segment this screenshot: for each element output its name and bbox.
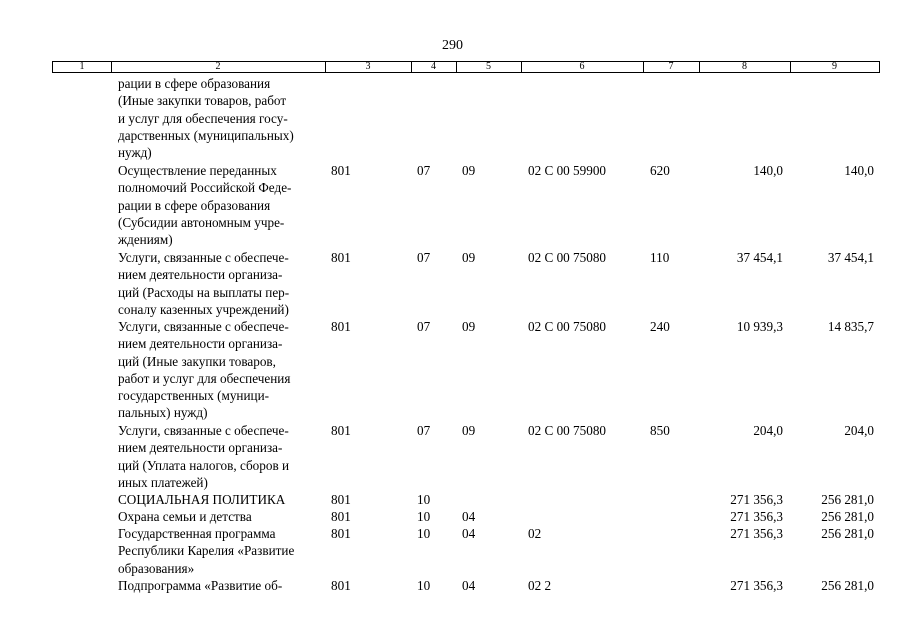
row-amount-9: 37 454,1 — [827, 250, 874, 265]
table-row — [0, 249, 905, 318]
row-code-3: 801 — [331, 423, 351, 438]
row-amount-9: 256 281,0 — [821, 492, 874, 507]
row-code-5: 04 — [462, 509, 476, 524]
row-description: Подпрограмма «Развитие об- — [118, 578, 283, 593]
row-code-6: 02 С 00 75080 — [528, 423, 607, 438]
row-code-6: 02 — [528, 526, 542, 541]
table-row — [0, 422, 905, 491]
row-code-3: 801 — [331, 509, 351, 524]
table-row — [0, 75, 905, 162]
row-amount-9: 256 281,0 — [821, 509, 874, 524]
row-amount-8: 271 356,3 — [730, 509, 783, 524]
table-row — [0, 525, 905, 577]
row-amount-8: 10 939,3 — [736, 319, 783, 334]
table-row — [0, 162, 905, 249]
row-amount-8: 37 454,1 — [736, 250, 783, 265]
row-code-3: 801 — [331, 578, 351, 593]
row-code-4: 07 — [417, 250, 431, 265]
row-code-7: 850 — [650, 423, 670, 438]
table-row — [0, 508, 905, 525]
row-amount-9: 204,0 — [844, 423, 874, 438]
row-amount-8: 204,0 — [753, 423, 783, 438]
header-col-2: 2 — [215, 61, 221, 72]
header-col-7: 7 — [668, 61, 674, 72]
budget-table — [0, 75, 905, 594]
row-code-7: 240 — [650, 319, 670, 334]
row-code-3: 801 — [331, 492, 351, 507]
row-amount-8: 140,0 — [753, 163, 783, 178]
row-code-7: 110 — [650, 250, 670, 265]
header-col-5: 5 — [486, 61, 491, 72]
row-code-4: 07 — [417, 319, 431, 334]
row-amount-8: 271 356,3 — [730, 526, 783, 541]
row-code-4: 10 — [417, 509, 431, 524]
row-code-5: 09 — [462, 319, 476, 334]
header-col-4: 4 — [431, 61, 436, 72]
row-description: Государственная программа Республики Карелия «Развитие образования» — [118, 526, 295, 576]
row-amount-8: 271 356,3 — [730, 578, 783, 593]
page-number: 290 — [442, 38, 463, 53]
row-code-7: 620 — [650, 163, 670, 178]
row-amount-9: 140,0 — [844, 163, 874, 178]
row-code-3: 801 — [331, 163, 351, 178]
row-amount-9: 14 835,7 — [827, 319, 874, 334]
row-code-5: 09 — [462, 163, 476, 178]
row-code-3: 801 — [331, 319, 351, 334]
row-code-4: 07 — [417, 163, 431, 178]
row-amount-9: 256 281,0 — [821, 526, 874, 541]
row-code-6: 02 2 — [528, 578, 552, 593]
row-code-5: 09 — [462, 423, 476, 438]
row-description: Осуществление переданных полномочий Российской Феде- рации в сфере образования (Субсидии автономным учре- ждениям) — [118, 163, 292, 248]
row-description: Услуги, связанные с обеспече- нием деятельности организа- ций (Расходы на выплаты пер- соналу казенных учреждений) — [118, 250, 290, 317]
row-code-3: 801 — [331, 526, 351, 541]
row-code-4: 07 — [417, 423, 431, 438]
table-row — [0, 491, 905, 508]
row-code-5: 04 — [462, 526, 476, 541]
row-description: Услуги, связанные с обеспече- нием деятельности организа- ций (Уплата налогов, сборов и иных платежей) — [118, 423, 290, 490]
row-code-5: 04 — [462, 578, 476, 593]
row-code-4: 10 — [417, 526, 431, 541]
row-code-6: 02 С 00 59900 — [528, 163, 607, 178]
row-description: рации в сфере образования (Иные закупки товаров, работ и услуг для обеспечения госу- дарственных (муниципальных) нужд) — [118, 76, 294, 161]
table-row — [0, 577, 905, 594]
header-col-9: 9 — [832, 61, 837, 72]
header-col-1: 1 — [79, 61, 85, 72]
row-code-6: 02 С 00 75080 — [528, 319, 607, 334]
row-code-4: 10 — [417, 578, 431, 593]
row-description: Услуги, связанные с обеспече- нием деятельности организа- ций (Иные закупки товаров, работ и услуг для обеспечения государственных (муници- пальных) нужд) — [118, 319, 291, 421]
row-code-4: 10 — [417, 492, 431, 507]
row-code-6: 02 С 00 75080 — [528, 250, 607, 265]
row-description: СОЦИАЛЬНАЯ ПОЛИТИКА — [118, 492, 286, 507]
row-description: Охрана семьи и детства — [118, 509, 252, 524]
header-col-3: 3 — [365, 61, 371, 72]
row-code-3: 801 — [331, 250, 351, 265]
table-row — [0, 318, 905, 422]
row-amount-9: 256 281,0 — [821, 578, 874, 593]
row-amount-8: 271 356,3 — [730, 492, 783, 507]
row-code-5: 09 — [462, 250, 476, 265]
header-col-8: 8 — [742, 61, 747, 72]
column-number-header — [52, 61, 880, 73]
header-col-6: 6 — [579, 61, 585, 72]
